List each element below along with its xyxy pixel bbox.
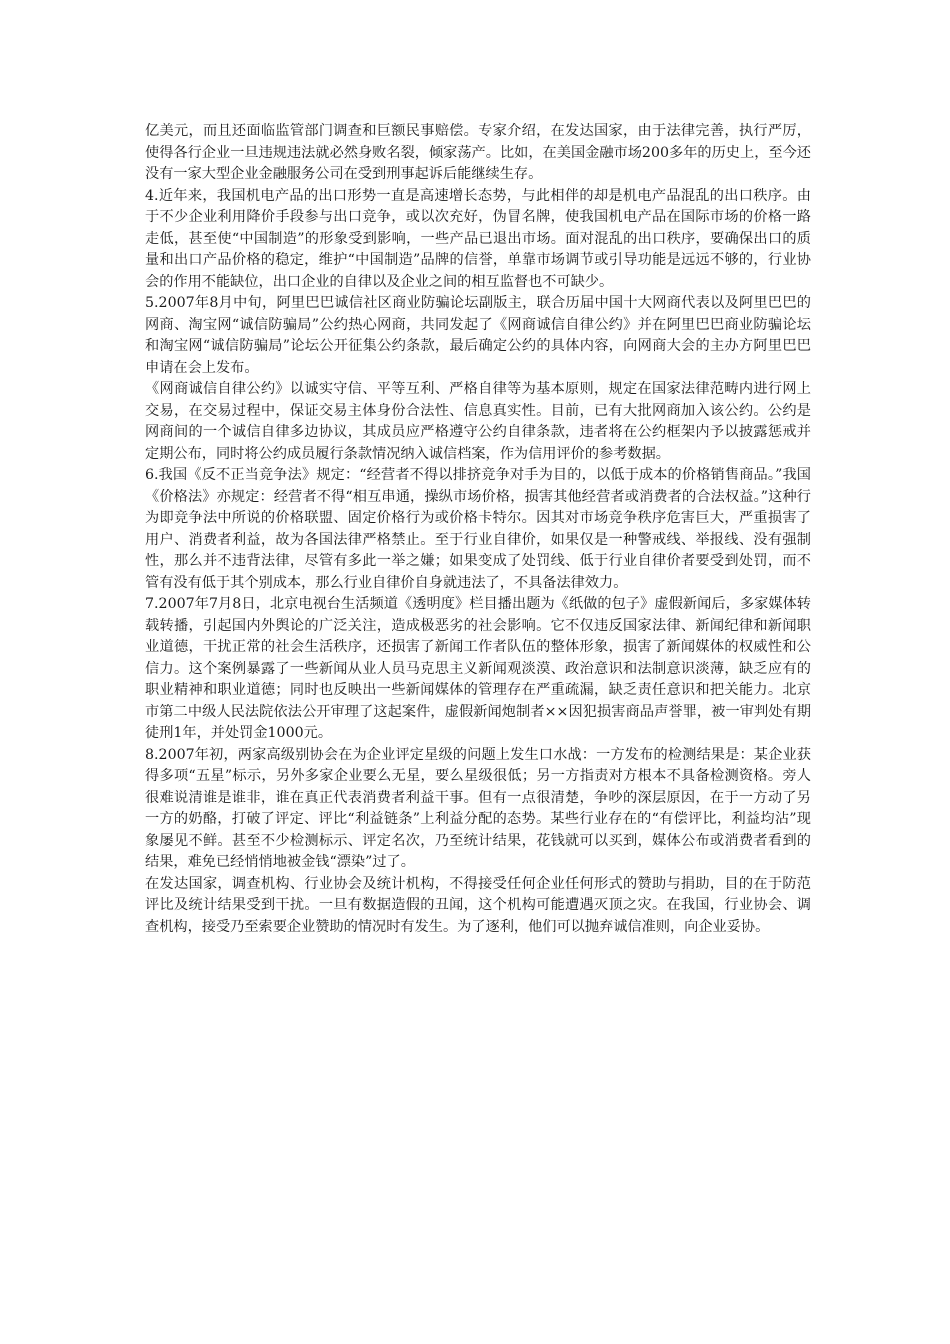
paragraph-5: 6.我国《反不正当竞争法》规定：“经营者不得以排挤竞争对手为目的，以低于成本的价格销售商品。”我国《价格法》亦规定：经营者不得“相互串通，操纵市场价格，损害其他经营者或消费者的合法权益。”这种行为即竞争法中所说的价格联盟、固定价格行为或价格卡特尔。因其对市场竞争秩序危害巨大，严重损害了用户、消费者利益，故为各国法律严格禁止。至于行业自律价，如果仅是一种警戒线、举报线、没有强制性，那么并不违背法律，尽管有多此一举之嫌；如果变成了处罚线、低于行业自律价者要受到处罚，而不管有没有低于其个别成本，那么行业自律价自身就违法了，不具备法律效力。 — [145, 467, 811, 591]
paragraph-4: 《网商诚信自律公约》以诚实守信、平等互利、严格自律等为基本原则，规定在国家法律范畴内进行网上交易，在交易过程中，保证交易主体身份合法性、信息真实性。目前，已有大批网商加入该公约。公约是网商间的一个诚信自律多边协议，其成员应严格遵守公约自律条款，违者将在公约框架内予以披露惩戒并定期公布，同时将公约成员履行条款情况纳入诚信档案，作为信用评价的参考数据。 — [145, 381, 811, 462]
paragraph-2: 4.近年来，我国机电产品的出口形势一直是高速增长态势，与此相伴的却是机电产品混乱的出口秩序。由于不少企业利用降价手段参与出口竞争，或以次充好，伪冒名牌，使我国机电产品在国际市场的价格一路走低，甚至使“中国制造”的形象受到影响，一些产品已退出市场。面对混乱的出口秩序，要确保出口的质量和出口产品价格的稳定，维护“中国制造”品牌的信誉，单靠市场调节或引导功能是远远不够的，行业协会的作用不能缺位，出口企业的自律以及企业之间的相互监督也不可缺少。 — [145, 187, 811, 290]
paragraph-7: 8.2007年初，两家高级别协会在为企业评定星级的问题上发生口水战：一方发布的检测结果是：某企业获得多项“五星”标示，另外多家企业要么无星，要么星级很低；另一方指责对方根本不具备检测资格。旁人很难说清谁是谁非，谁在真正代表消费者利益干事。但有一点很清楚，争吵的深层原因，在于一方动了另一方的奶酪，打破了评定、评比“利益链条”上利益分配的态势。某些行业存在的“有偿评比，利益均沾”现象屡见不鲜。甚至不少检测标示、评定名次，乃至统计结果，花钱就可以买到，媒体公布或消费者看到的结果，难免已经悄悄地被金钱“漂染”过了。 — [145, 746, 811, 870]
paragraph-1: 亿美元，而且还面临监管部门调查和巨额民事赔偿。专家介绍，在发达国家，由于法律完善，执行严厉，使得各行企业一旦违规违法就必然身败名裂，倾家荡产。比如，在美国金融市场200多年的历史上，至今还没有一家大型企业金融服务公司在受到刑事起诉后能继续生存。 — [145, 123, 811, 182]
paragraph-8: 在发达国家，调查机构、行业协会及统计机构，不得接受任何企业任何形式的赞助与捐助，目的在于防范评比及统计结果受到干扰。一旦有数据造假的丑闻，这个机构可能遭遇灭顶之灾。在我国，行业协会、调查机构，接受乃至索要企业赞助的情况时有发生。为了逐利，他们可以抛弃诚信准则，向企业妥协。 — [145, 875, 811, 935]
paragraph-3: 5.2007年8月中旬，阿里巴巴诚信社区商业防骗论坛副版主，联合历届中国十大网商代表以及阿里巴巴的网商、淘宝网“诚信防骗局”公约热心网商，共同发起了《网商诚信自律公约》并在阿里巴巴商业防骗论坛和淘宝网“诚信防骗局”论坛公开征集公约条款，最后确定公约的具体内容，向网商大会的主办方阿里巴巴申请在会上发布。 — [145, 295, 811, 376]
document-body — [145, 121, 811, 938]
paragraph-6: 7.2007年7月8日，北京电视台生活频道《透明度》栏目播出题为《纸做的包子》虚假新闻后，多家媒体转载转播，引起国内外舆论的广泛关注，造成极恶劣的社会影响。它不仅违反国家法律、新闻纪律和新闻职业道德，干扰正常的社会生活秩序，还损害了新闻工作者队伍的整体形象，损害了新闻媒体的权威性和公信力。这个案例暴露了一些新闻从业人员马克思主义新闻观淡漠、政治意识和法制意识淡薄，缺乏应有的职业精神和职业道德；同时也反映出一些新闻媒体的管理存在严重疏漏，缺乏责任意识和把关能力。北京市第二中级人民法院依法公开审理了这起案件，虚假新闻炮制者××因犯损害商品声誉罪，被一审判处有期徒刑1年，并处罚金1000元。 — [145, 596, 811, 741]
